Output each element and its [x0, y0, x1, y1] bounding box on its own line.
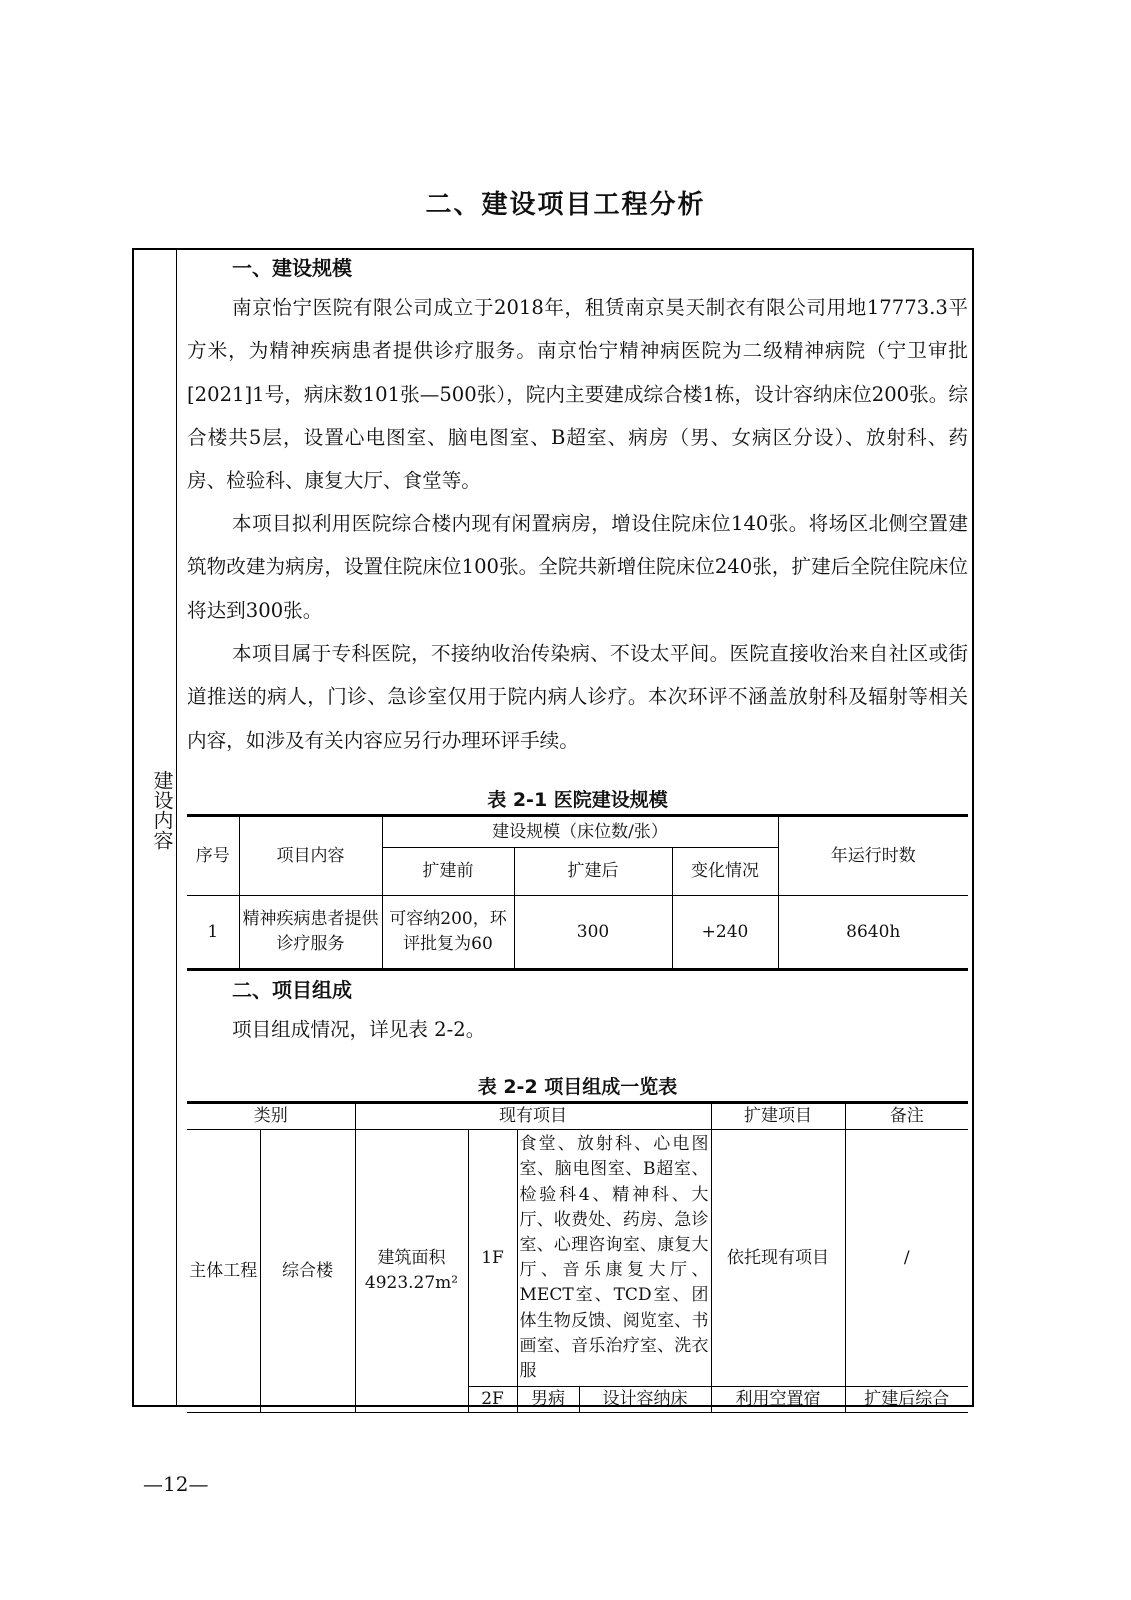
cell-description: 食堂、放射科、心电图室、脑电图室、B超室、检验科4、精神科、大厅、收费处、药房、急诊室、心理咨询室、康复大厅、音乐康复大厅、MECT室、TCD室、团体生物反馈、阅览室、书画室、音乐治疗室、洗衣服: [517, 1130, 711, 1387]
cell-floor: 2F: [468, 1387, 517, 1413]
header-existing: 现有项目: [355, 1103, 711, 1130]
page-number: —12—: [143, 1472, 209, 1496]
section1-heading: 一、建设规模: [232, 256, 352, 280]
header-item: 项目内容: [239, 816, 382, 896]
table-row: [187, 896, 968, 970]
side-label: 建设内容: [150, 770, 174, 850]
header-before: 扩建前: [382, 848, 514, 896]
cell-building: 综合楼: [260, 1130, 355, 1413]
side-column: [134, 250, 177, 1405]
table-2-2: [187, 1101, 968, 1413]
cell-desc-a: 男病: [517, 1387, 579, 1413]
header-hours: 年运行时数: [778, 816, 968, 896]
cell-area: 建筑面积4923.27m²: [355, 1130, 468, 1413]
header-seq: 序号: [187, 816, 239, 896]
header-after: 扩建后: [514, 848, 672, 896]
table-2-1: [187, 814, 968, 971]
section2-heading: 二、项目组成: [232, 978, 352, 1002]
cell-expansion: 依托现有项目: [711, 1130, 845, 1387]
cell-before: 可容纳200，环评批复为60: [382, 896, 514, 970]
paragraph: 本项目属于专科医院，不接纳收治传染病、不设太平间。医院直接收治来自社区或街道推送的病人，门诊、急诊室仅用于院内病人诊疗。本次环评不涵盖放射科及辐射等相关内容，如涉及有关内容应另行办理环评手续。: [187, 642, 968, 752]
cell-hours: 8640h: [778, 896, 968, 970]
header-change: 变化情况: [672, 848, 778, 896]
cell-desc-b: 设计容纳床: [579, 1387, 711, 1413]
cell-category: 主体工程: [187, 1130, 260, 1413]
header-expansion: 扩建项目: [711, 1103, 845, 1130]
cell-seq: 1: [187, 896, 239, 970]
content-frame: [132, 248, 974, 1410]
paragraph: 项目组成情况，详见表 2-2。: [232, 1018, 486, 1041]
cell-item: 精神疾病患者提供诊疗服务: [239, 896, 382, 970]
cell-expansion: 利用空置宿: [711, 1387, 845, 1413]
cell-floor: 1F: [468, 1130, 517, 1387]
cell-after: 300: [514, 896, 672, 970]
table1-caption: 表 2-1 医院建设规模: [487, 789, 668, 811]
header-category: 类别: [187, 1103, 355, 1130]
page-title: 二、建设项目工程分析: [425, 190, 706, 220]
paragraph: 南京怡宁医院有限公司成立于2018年，租赁南京昊天制衣有限公司用地17773.3平方米，为精神疾病患者提供诊疗服务。南京怡宁精神病医院为二级精神病院（宁卫审批[2021]1号，病床数101张—500张），院内主要建成综合楼1栋，设计容纳床位200张。综合楼共5层，设置心电图室、脑电图室、B超室、病房（男、女病区分设）、放射科、药房、检验科、康复大厅、食堂等。: [187, 296, 968, 493]
paragraph: 本项目拟利用医院综合楼内现有闲置病房，增设住院床位140张。将场区北侧空置建筑物改建为病房，设置住院床位100张。全院共新增住院床位240张，扩建后全院住院床位将达到300张。: [187, 512, 968, 622]
cell-remark: 扩建后综合: [845, 1387, 968, 1413]
header-remark: 备注: [845, 1103, 968, 1130]
header-scale: 建设规模（床位数/张）: [382, 816, 778, 848]
cell-change: +240: [672, 896, 778, 970]
cell-remark: /: [845, 1130, 968, 1387]
table2-caption: 表 2-2 项目组成一览表: [477, 1076, 678, 1098]
table-row: [187, 1130, 968, 1387]
